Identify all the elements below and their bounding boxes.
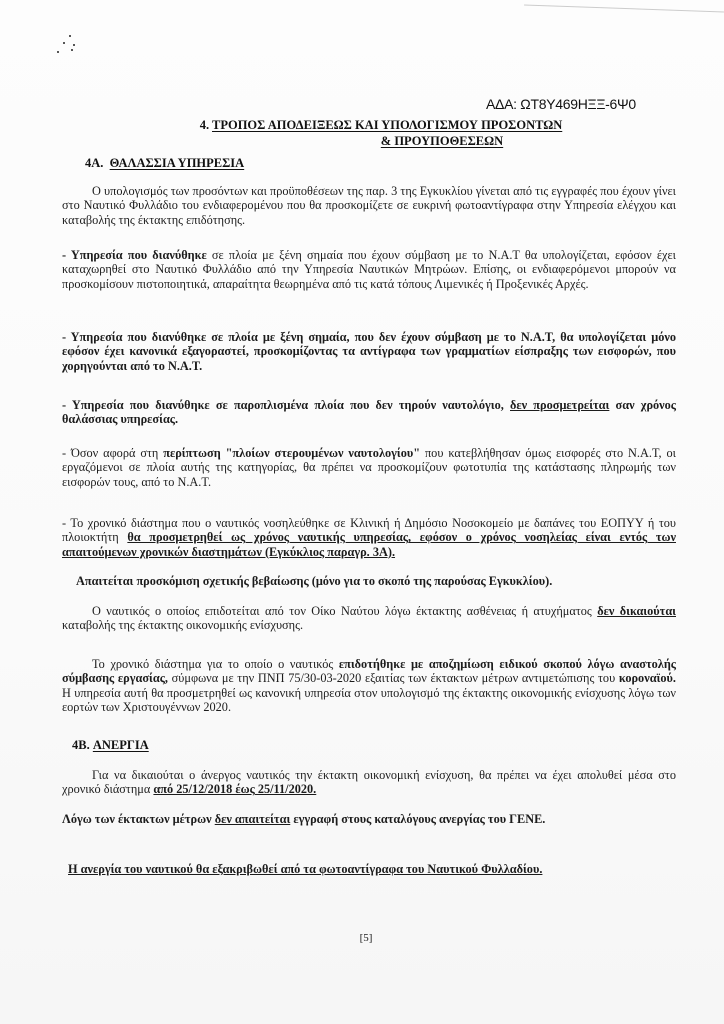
section-b-number: 4Β. [72, 738, 90, 752]
intro-paragraph [62, 184, 676, 227]
oikos-tail: καταβολής της έκτακτης οικονομικής ενίσχυσης. [62, 618, 304, 633]
item1-lead: - Υπηρεσία που διανύθηκε [62, 248, 207, 262]
item-ships-without-logbook [62, 446, 676, 489]
document-title-line1 [0, 118, 724, 133]
section-b-heading [72, 738, 149, 753]
unemployment-period-paragraph [62, 768, 676, 797]
item-laid-up-ships [62, 398, 676, 427]
certificate-note-text: Απαιτείται προσκόμιση σχετικής βεβαίωσης (μόνο για το σκοπό της παρούσας Εγκυκλίου). [76, 574, 553, 588]
certificate-note [76, 574, 676, 588]
item2-text: - Υπηρεσία που διανύθηκε σε πλοία με ξένη σημαία, που δεν έχουν σύμβαση με το Ν.Α.Τ, θα υπολογίζεται μόνο εφόσον έχει κανονικά εξαγοραστεί, προσκομίζοντας τα αντίγραφα των γραμματίων είσπραξης των εισφορών, που χορηγούνται από το Ν.Α.Τ. [62, 330, 676, 373]
item-foreign-flag-with-contract [62, 248, 676, 291]
covid-bold: επιδοτήθηκε με αποζημίωση ειδικού σκοπού λόγω αναστολής σύμβασης εργασίας, [62, 657, 676, 686]
covid-suspension-paragraph [62, 657, 676, 715]
covid-bold2: κοροναϊού. [618, 671, 676, 686]
item5-underlined: θα προσμετρηθεί ως χρόνος ναυτικής υπηρεσίας, εφόσον ο χρόνος νοσηλείας είναι εντός των απαιτούμενων χρονικών διαστημάτων (Εγκύκλιος παραγρ. 3Α). [62, 530, 676, 559]
title-text: ΤΡΟΠΟΣ ΑΠΟΔΕΙΞΕΩΣ ΚΑΙ ΥΠΟΛΟΓΙΣΜΟΥ ΠΡΟΣΟΝΤΩΝ [212, 118, 563, 132]
intro-text: Ο υπολογισμός των προσόντων και προϋποθέσεων της παρ. 3 της Εγκυκλίου γίνεται από τις εγγραφές που έχουν γίνει στο Ναυτικό Φυλλάδιο του ενδιαφερομένου που θα προσκομίζετε σε ευκρινή φωτοαντίγραφα στην Υπηρεσία ελέγχου και καταβολής της έκτακτης επιδότησης. [62, 184, 676, 227]
item-hospitalization [62, 516, 676, 559]
section-a-title: ΘΑΛΑΣΣΙΑ ΥΠΗΡΕΣΙΑ [109, 156, 245, 170]
unemployment-dates: από 25/12/2018 έως 25/11/2020. [153, 782, 317, 797]
document-title-line2 [0, 134, 724, 149]
section-a-heading [85, 156, 244, 171]
scan-specks [55, 35, 95, 65]
oikos-text: Ο ναυτικός ο οποίος επιδοτείται από τον Οίκο Ναύτου λόγω έκτακτης ασθένειας ή ατυχήματος [92, 604, 598, 618]
registration-paragraph [62, 812, 676, 826]
page-number: [5] [359, 932, 373, 944]
item-foreign-flag-no-contract [62, 330, 676, 373]
section-a-number: 4Α. [85, 156, 104, 170]
oikos-nautou-paragraph [62, 604, 676, 633]
registration-tail: εγγραφή στους καταλόγους ανεργίας του ΓΕΝΕ. [290, 812, 546, 826]
ada-code: ΑΔΑ: ΩΤ8Υ469ΗΞΞ-6Ψ0 [486, 96, 636, 112]
oikos-underlined: δεν δικαιούται [597, 604, 676, 618]
verification-text: Η ανεργία του ναυτικού θα εξακριβωθεί από τα φωτοαντίγραφα του Ναυτικού Φυλλαδίου. [68, 862, 543, 876]
unemployment-text: Για να δικαιούται ο άνεργος ναυτικός την έκτακτη οικονομική ενίσχυση, θα πρέπει να έχει απολυθεί μέσα στο χρονικό διάστημα [62, 768, 676, 797]
item1-text: σε πλοία με ξένη σημαία που έχουν σύμβαση με το Ν.Α.Τ θα υπολογίζεται, εφόσον έχει καταχωρηθεί στο Ναυτικό Φυλλάδιο από την Υπηρεσία Ναυτικών Μητρώων. Επίσης, οι ενδιαφερόμενοι μπορούν να προσκομίσουν πιστοποιητικά, απαραίτητα θεωρημένα από τις κατά τόπους Λιμενικές ή Προξενικές Αρχές. [62, 248, 676, 291]
scan-artifact-line [524, 5, 724, 13]
item4-bold: περίπτωση "πλοίων στερουμένων ναυτολογίου" [163, 446, 421, 460]
item4-pre: - Όσον αφορά στη [62, 446, 164, 460]
item3-text: - Υπηρεσία που διανύθηκε σε παροπλισμένα πλοία που δεν τηρούν ναυτολόγιο, [62, 398, 510, 412]
covid-pre: Το χρονικό διάστημα για το οποίο ο ναυτικός [92, 657, 339, 671]
covid-mid: σύμφωνα με την ΠΝΠ 75/30-03-2020 εξαιτίας των έκτακτων μέτρων αντιμετώπισης του [168, 671, 619, 686]
item3-tail: σαν χρόνος θαλάσσιας υπηρεσίας. [62, 398, 676, 427]
covid-tail: Η υπηρεσία αυτή θα προσμετρηθεί ως κανονική υπηρεσία στον υπολογισμό της έκτακτης οικονομικής ενίσχυσης λόγω των εορτών των Χριστουγέννων 2020. [62, 685, 676, 715]
item4-text: που κατεβλήθησαν όμως εισφορές στο Ν.Α.Τ, οι εργαζόμενοι σε πλοία αυτής της κατηγορίας, θα πρέπει να προσκομίζουν φωτοτυπία της κατάστασης πληρωμής των εισφορών τους, από το Ν.Α.Τ. [62, 446, 676, 489]
section-b-title: ΑΝΕΡΓΙΑ [92, 738, 149, 752]
item3-underlined: δεν προσμετρείται [510, 398, 610, 412]
title-number: 4. [199, 118, 213, 132]
title-text-line2: & ΠΡΟΥΠΟΘΕΣΕΩΝ [380, 134, 504, 148]
registration-pre: Λόγω των έκτακτων μέτρων [62, 812, 215, 826]
item5-text: - Το χρονικό διάστημα που ο ναυτικός νοσηλεύθηκε σε Κλινική ή Δημόσιο Νοσοκομείο με δαπάνες του ΕΟΠΥΥ ή του πλοιοκτήτη [62, 516, 676, 545]
verification-paragraph [68, 862, 682, 876]
registration-underlined: δεν απαιτείται [214, 812, 291, 826]
